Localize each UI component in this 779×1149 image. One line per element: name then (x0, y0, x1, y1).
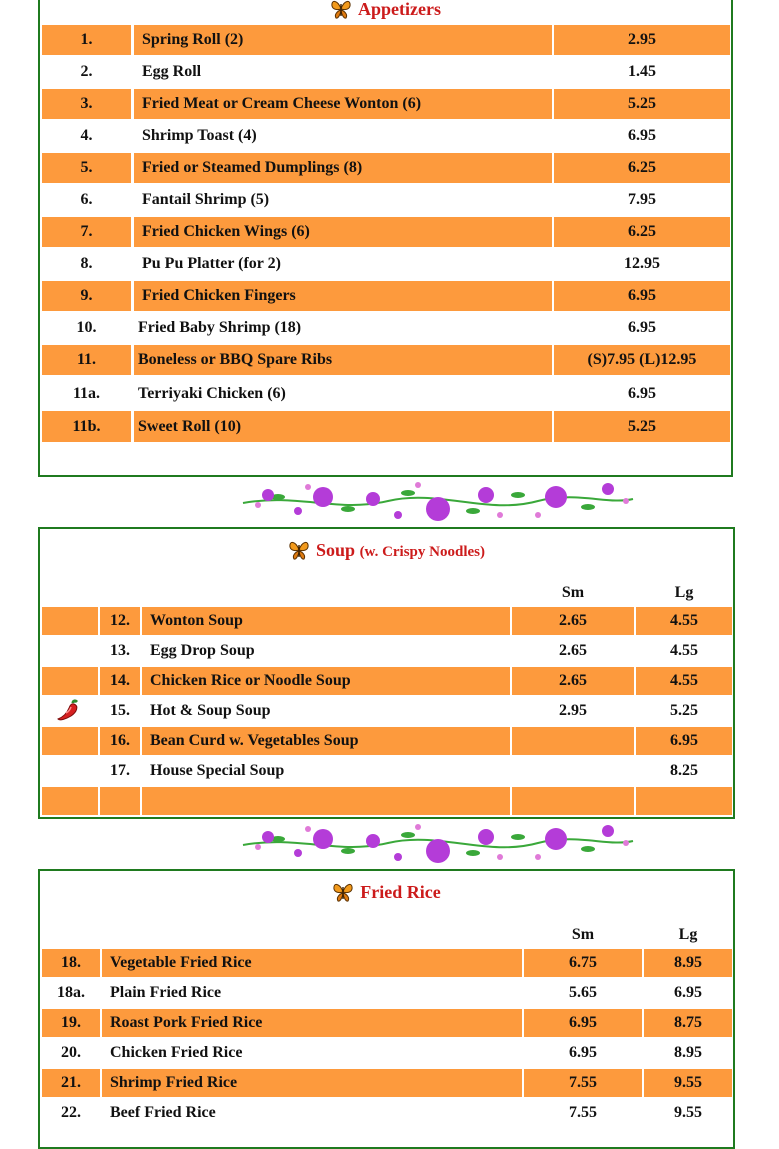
item-name-text: Shrimp Fried Rice (110, 1074, 238, 1091)
item-price-text: 6.25 (628, 223, 656, 240)
item-number (42, 25, 131, 55)
item-name-text: Terriyaki Chicken (6) (138, 384, 286, 402)
item-name-text: Boneless or BBQ Spare Ribs (138, 351, 333, 368)
item-name (102, 949, 522, 977)
menu-row (42, 607, 733, 635)
menu-row (42, 787, 733, 815)
item-name (134, 378, 552, 409)
menu-row (42, 949, 733, 977)
item-name (134, 121, 552, 151)
item-number (42, 89, 131, 119)
item-number-text: 19. (61, 1014, 81, 1031)
item-price-lg-text: 4.55 (670, 642, 698, 659)
menu-row (42, 378, 731, 409)
menu-row (42, 249, 731, 279)
item-name (134, 345, 552, 375)
item-name (134, 25, 552, 55)
item-name-text: Spring Roll (2) (142, 31, 244, 48)
item-number (42, 1099, 100, 1127)
item-name-text: Vegetable Fried Rice (110, 954, 252, 971)
item-number-text: 14. (110, 672, 130, 689)
fried-rice-heading (40, 881, 733, 908)
item-number (42, 121, 131, 151)
item-name (142, 607, 510, 635)
item-price-lg-text: 5.25 (670, 702, 698, 719)
item-price-sm (512, 637, 634, 665)
item-name (134, 89, 552, 119)
item-name-text: Fried Meat or Cream Cheese Wonton (6) (142, 95, 422, 112)
item-name (102, 1039, 522, 1067)
item-price-sm-text: 7.55 (569, 1104, 597, 1121)
item-number (100, 607, 140, 635)
item-price-sm (524, 1099, 642, 1127)
col-lg-header (636, 579, 732, 607)
item-price-lg (644, 1009, 732, 1037)
item-name-text: Egg Roll (142, 63, 202, 80)
item-number-text: 9. (80, 287, 93, 304)
flower-divider (238, 475, 638, 530)
item-number-text: 22. (61, 1104, 81, 1121)
item-number-text: 12. (110, 612, 130, 629)
item-price-text: 6.95 (628, 287, 656, 304)
item-price-sm-text: 5.65 (569, 984, 597, 1001)
item-price (554, 217, 730, 247)
menu-row (42, 411, 731, 442)
item-name-text: Shrimp Toast (4) (142, 127, 257, 144)
menu-row (42, 185, 731, 215)
item-name-text: Wonton Soup (150, 612, 243, 629)
appetizers-heading (40, 0, 731, 25)
item-name (142, 757, 510, 785)
item-name-text: Pu Pu Platter (for 2) (142, 255, 281, 272)
item-price-lg (644, 979, 732, 1007)
menu-row (42, 637, 733, 665)
item-price-sm-text: 2.65 (559, 612, 587, 629)
fried-rice-section (38, 869, 735, 1149)
item-price-sm (524, 1039, 642, 1067)
item-price-sm-text: 7.55 (569, 1074, 597, 1091)
item-number (100, 637, 140, 665)
item-price-lg-text: 4.55 (670, 672, 698, 689)
item-name (134, 313, 552, 343)
item-number-text: 2. (80, 63, 93, 80)
soup-subtitle: (w. Crispy Noodles) (359, 544, 485, 560)
column-header-row (42, 579, 733, 607)
item-price-lg (636, 607, 732, 635)
item-name (102, 1099, 522, 1127)
item-name (134, 57, 552, 87)
item-number-text: 5. (80, 159, 93, 176)
item-price (554, 249, 730, 279)
menu-row (42, 89, 731, 119)
hot-pepper-icon (42, 697, 98, 725)
item-name-text: Roast Pork Fried Rice (110, 1014, 263, 1031)
soup-heading (40, 539, 733, 566)
item-number-text: 20. (61, 1044, 81, 1061)
item-price-lg-text: 8.75 (674, 1014, 702, 1031)
item-number-text: 4. (80, 127, 93, 144)
item-price-lg-text: 4.55 (670, 612, 698, 629)
item-name (102, 1009, 522, 1037)
item-number-text: 17. (110, 762, 130, 779)
flower-divider (238, 817, 638, 872)
soup-title: Soup (316, 540, 356, 560)
item-number (42, 217, 131, 247)
item-number (42, 1069, 100, 1097)
item-number (100, 787, 140, 815)
butterfly-icon (332, 881, 354, 908)
menu-row (42, 697, 733, 725)
item-number (42, 1009, 100, 1037)
item-number (42, 153, 131, 183)
item-name (142, 697, 510, 725)
item-number-text: 13. (110, 642, 130, 659)
menu-row (42, 57, 731, 87)
item-price-text: 12.95 (624, 255, 660, 272)
fried-rice-title: Fried Rice (360, 882, 441, 902)
item-price-lg-text: 8.95 (674, 1044, 702, 1061)
item-price-sm (512, 667, 634, 695)
item-name (142, 637, 510, 665)
item-price-sm (524, 949, 642, 977)
item-number (42, 949, 100, 977)
item-price-sm-text: 2.95 (559, 702, 587, 719)
item-price (554, 25, 730, 55)
soup-table (42, 579, 733, 817)
item-price (554, 185, 730, 215)
item-price-sm-text: 2.65 (559, 642, 587, 659)
appetizers-section (38, 0, 733, 477)
item-icon-cell (42, 787, 98, 815)
item-price-lg (636, 697, 732, 725)
item-price-lg (644, 1039, 732, 1067)
item-number-text: 1. (80, 31, 93, 48)
butterfly-icon (330, 0, 352, 25)
menu-row (42, 25, 731, 55)
item-icon-cell (42, 757, 98, 785)
item-price-sm (524, 1069, 642, 1097)
item-name (134, 217, 552, 247)
col-sm-header-text: Sm (571, 926, 595, 943)
item-price-sm (512, 607, 634, 635)
item-number-text: 3. (80, 95, 93, 112)
item-price-text: 6.25 (628, 159, 656, 176)
col-lg-header-text: Lg (678, 926, 698, 943)
item-name (134, 249, 552, 279)
item-number-text: 10. (76, 319, 97, 336)
menu-row (42, 313, 731, 343)
item-name-text: Fried Chicken Wings (6) (142, 223, 310, 240)
item-name-text: Fried Baby Shrimp (18) (138, 319, 302, 336)
item-price-text: 1.45 (628, 63, 656, 80)
butterfly-icon (288, 539, 310, 566)
menu-row (42, 1039, 733, 1067)
item-number-text: 11b. (72, 417, 101, 435)
item-name-text: Hot & Soup Soup (150, 702, 271, 719)
item-number (42, 185, 131, 215)
item-name-text: Sweet Roll (10) (138, 417, 242, 435)
item-number-text: 11a. (72, 384, 101, 402)
item-price (554, 121, 730, 151)
menu-row (42, 727, 733, 755)
item-name (102, 1069, 522, 1097)
item-price-sm-text: 2.65 (559, 672, 587, 689)
item-price-lg-text: 9.55 (674, 1074, 702, 1091)
item-name-text: Fantail Shrimp (5) (142, 191, 270, 208)
menu-row (42, 1099, 733, 1127)
item-price-lg (636, 637, 732, 665)
item-price-lg-text: 6.95 (674, 984, 702, 1001)
item-price-lg (636, 787, 732, 815)
item-name-text: House Special Soup (150, 762, 285, 779)
item-name (134, 411, 552, 442)
item-name (102, 979, 522, 1007)
menu-row (42, 281, 731, 311)
item-price-text: 2.95 (628, 31, 656, 48)
item-price (554, 281, 730, 311)
item-price (554, 345, 730, 375)
item-number (42, 249, 131, 279)
item-number (100, 697, 140, 725)
item-number-text: 11. (76, 351, 97, 368)
col-lg-header-text: Lg (674, 584, 694, 601)
item-number (42, 313, 131, 343)
appetizers-table (42, 25, 731, 441)
item-number-text: 18. (61, 954, 81, 971)
menu-row (42, 153, 731, 183)
item-number (42, 1039, 100, 1067)
item-price-sm-text: 6.95 (569, 1014, 597, 1031)
item-name-text: Fried or Steamed Dumplings (8) (142, 159, 363, 176)
col-lg-header (644, 921, 732, 949)
item-number (42, 979, 100, 1007)
item-price-sm (512, 727, 634, 755)
item-name-text: Bean Curd w. Vegetables Soup (150, 732, 359, 749)
item-name-text: Chicken Rice or Noodle Soup (150, 672, 351, 689)
item-number (100, 727, 140, 755)
item-price-sm (524, 979, 642, 1007)
item-name (142, 727, 510, 755)
item-number (100, 757, 140, 785)
col-sm-header-text: Sm (561, 584, 585, 601)
item-price-lg (644, 949, 732, 977)
column-header-row (42, 921, 733, 949)
item-number (42, 281, 131, 311)
item-number (42, 411, 131, 442)
appetizers-title: Appetizers (358, 0, 441, 19)
menu-row (42, 217, 731, 247)
menu-row (42, 1009, 733, 1037)
item-price-sm-text: 6.75 (569, 954, 597, 971)
item-name-text: Plain Fried Rice (110, 984, 222, 1001)
soup-section (38, 527, 735, 819)
menu-row (42, 667, 733, 695)
item-price-sm (512, 787, 634, 815)
item-number-text: 21. (61, 1074, 81, 1091)
item-price-lg (636, 757, 732, 785)
item-price-sm (512, 757, 634, 785)
item-number-text: 6. (80, 191, 93, 208)
item-price-text: (S)7.95 (L)12.95 (587, 351, 697, 368)
item-icon-cell (42, 667, 98, 695)
item-price (554, 57, 730, 87)
item-price-lg-text: 8.25 (670, 762, 698, 779)
col-sm-header (524, 921, 642, 949)
col-sm-header (512, 579, 634, 607)
item-number-text: 8. (80, 255, 93, 272)
item-number (42, 345, 131, 375)
item-price-sm (524, 1009, 642, 1037)
item-number-text: 18a. (57, 984, 85, 1001)
item-icon-cell (42, 607, 98, 635)
item-name (142, 667, 510, 695)
menu-row (42, 121, 731, 151)
item-name (134, 153, 552, 183)
item-price-text: 6.95 (628, 127, 656, 144)
item-price-text: 6.95 (628, 384, 656, 402)
item-price (554, 89, 730, 119)
item-price-lg-text: 9.55 (674, 1104, 702, 1121)
item-number (42, 57, 131, 87)
item-price-lg-text: 6.95 (670, 732, 698, 749)
item-price-sm-text: 6.95 (569, 1044, 597, 1061)
menu-row (42, 979, 733, 1007)
item-price-lg (644, 1069, 732, 1097)
item-price-sm (512, 697, 634, 725)
item-name-text: Chicken Fried Rice (110, 1044, 243, 1061)
item-number-text: 15. (110, 702, 130, 719)
item-price-text: 7.95 (628, 191, 656, 208)
item-price-text: 5.25 (628, 95, 656, 112)
item-price (554, 313, 730, 343)
item-price (554, 411, 730, 442)
item-price-lg (644, 1099, 732, 1127)
item-icon-cell (42, 637, 98, 665)
item-number (42, 378, 131, 409)
item-name-text: Egg Drop Soup (150, 642, 255, 659)
item-name (142, 787, 510, 815)
item-name-text: Beef Fried Rice (110, 1104, 216, 1121)
item-name-text: Fried Chicken Fingers (142, 287, 296, 304)
menu-row (42, 345, 731, 375)
item-price (554, 378, 730, 409)
item-name (134, 281, 552, 311)
item-name (134, 185, 552, 215)
item-number-text: 7. (80, 223, 93, 240)
item-number-text: 16. (110, 732, 130, 749)
item-price (554, 153, 730, 183)
item-price-text: 6.95 (628, 319, 656, 336)
item-price-lg (636, 727, 732, 755)
item-icon-cell (42, 727, 98, 755)
item-number (100, 667, 140, 695)
item-price-lg (636, 667, 732, 695)
menu-row (42, 1069, 733, 1097)
item-price-lg-text: 8.95 (674, 954, 702, 971)
menu-row (42, 757, 733, 785)
item-price-text: 5.25 (628, 417, 656, 435)
fried-rice-table (42, 921, 733, 1141)
